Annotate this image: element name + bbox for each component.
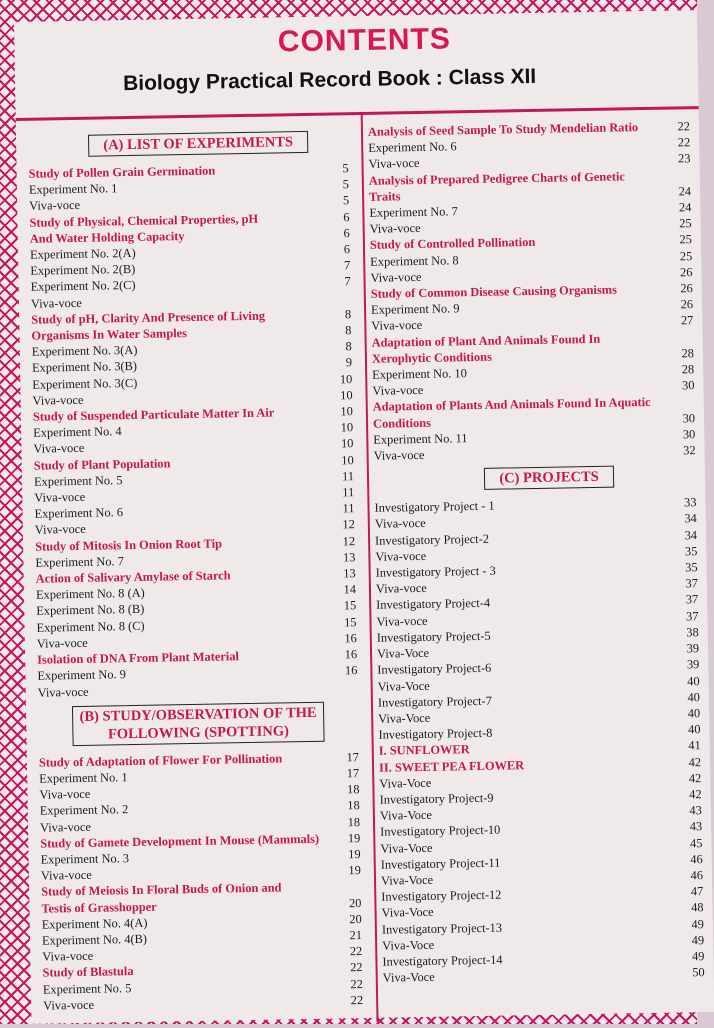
page-number: 43 bbox=[689, 803, 702, 818]
entry-text: Viva-voce bbox=[33, 441, 85, 457]
page-number: 18 bbox=[346, 782, 360, 797]
page-number: 41 bbox=[688, 738, 701, 753]
page-number: 10 bbox=[339, 371, 353, 387]
entry-text: Experiment No. 4(A) bbox=[41, 915, 148, 932]
entry-text: Experiment No. 8 (B) bbox=[36, 602, 145, 619]
page-number: 49 bbox=[691, 932, 705, 948]
entry-text: Viva-voce bbox=[34, 489, 86, 505]
entry-text: Viva-Voce bbox=[380, 872, 434, 888]
entry-text: Analysis of Prepared Pedigree Charts of Genetic bbox=[368, 168, 625, 188]
entry-text: Investigatory Project-2 bbox=[374, 531, 490, 548]
section-heading: (B) STUDY/OBSERVATION OF THE FOLLOWING (SPOTTING) bbox=[72, 701, 325, 745]
left-column bbox=[28, 124, 363, 1013]
page-number: 40 bbox=[687, 673, 700, 688]
page-number: 43 bbox=[689, 819, 703, 834]
entry-text: Xerophytic Conditions bbox=[371, 349, 492, 366]
page-number: 38 bbox=[686, 625, 699, 640]
entry-text: Experiment No. 8 bbox=[370, 252, 459, 269]
entry-text: Investigatory Project-11 bbox=[380, 855, 501, 872]
book-subtitle: Biology Practical Record Book : Class XII bbox=[122, 64, 537, 96]
entry-text: And Water Holding Capacity bbox=[29, 228, 185, 246]
page-number: 5 bbox=[342, 161, 349, 176]
page-number: 18 bbox=[347, 814, 361, 829]
entry-text: Organisms In Water Samples bbox=[31, 326, 188, 343]
entry-text: Experiment No. 4(B) bbox=[41, 931, 148, 948]
entry-text: Study of Physical, Chemical Properties, pH bbox=[29, 211, 259, 230]
entry-text: Investigatory Project-8 bbox=[378, 725, 493, 742]
entry-text: Study of Blastula bbox=[42, 964, 134, 980]
page-number: 5 bbox=[342, 177, 350, 192]
entry-text: Viva-voce bbox=[374, 516, 426, 532]
page-number: 9 bbox=[345, 355, 353, 370]
entry-text: Investigatory Project-13 bbox=[381, 920, 503, 937]
entry-text: Investigatory Project-10 bbox=[380, 822, 501, 840]
page-number: 30 bbox=[682, 410, 696, 426]
entry-text: Investigatory Project-9 bbox=[379, 790, 494, 807]
page-number: 23 bbox=[677, 151, 691, 166]
entry-text: Experiment No. 3(B) bbox=[31, 359, 138, 376]
page-number: 49 bbox=[691, 916, 704, 931]
page-number: 46 bbox=[690, 851, 703, 867]
entry-text: Viva-voce bbox=[30, 295, 82, 311]
entry-text: Experiment No. 11 bbox=[373, 431, 468, 447]
entry-text: Experiment No. 5 bbox=[42, 980, 132, 997]
entry-text: Viva-Voce bbox=[382, 969, 435, 985]
page-number: 26 bbox=[680, 297, 694, 312]
page-number: 19 bbox=[348, 863, 361, 878]
page-number: 39 bbox=[686, 657, 700, 672]
page-number: 11 bbox=[341, 468, 355, 484]
page-title: CONTENTS bbox=[277, 22, 452, 59]
entry-text: Analysis of Seed Sample To Study Mendelian Ratio bbox=[367, 120, 639, 139]
entry-text: Experiment No. 2(A) bbox=[29, 245, 136, 262]
page-number: 8 bbox=[344, 306, 352, 322]
page-number: 15 bbox=[344, 614, 357, 630]
entry-text: Study of Plant Population bbox=[33, 455, 171, 473]
entry-text: Study of Suspended Particulate Matter In Air bbox=[32, 405, 275, 424]
page-number: 5 bbox=[342, 193, 350, 208]
page-number: 25 bbox=[679, 232, 693, 247]
page-number: 18 bbox=[347, 798, 360, 813]
entry-text: Viva-voce bbox=[375, 581, 427, 597]
page-number: 10 bbox=[340, 436, 354, 451]
page-number: 22 bbox=[350, 976, 363, 991]
entry-text: Experiment No. 2(C) bbox=[30, 278, 136, 295]
page-number: 42 bbox=[689, 787, 702, 802]
page-number: 34 bbox=[684, 511, 697, 526]
page-number: 22 bbox=[349, 944, 363, 959]
page-number: 40 bbox=[687, 722, 701, 737]
entry-text: Viva-voce bbox=[39, 786, 91, 802]
entry-text: Study of Gamete Development In Mouse (Mammals) bbox=[40, 831, 320, 851]
page-number: 30 bbox=[682, 427, 696, 442]
entry-text: Study of Controlled Pollination bbox=[369, 235, 536, 253]
page-number: 16 bbox=[344, 647, 358, 662]
entry-text: Viva-Voce bbox=[382, 937, 435, 953]
page-number: 48 bbox=[691, 900, 704, 915]
entry-text: Viva-voce bbox=[369, 221, 421, 237]
page-number: 37 bbox=[685, 608, 699, 624]
page-number: 17 bbox=[346, 749, 359, 765]
entry-text: Viva-voce bbox=[37, 684, 89, 700]
right-column bbox=[368, 118, 705, 986]
page-number: 6 bbox=[343, 209, 350, 224]
entry-text: Viva-voce bbox=[372, 383, 424, 399]
page-number: 16 bbox=[344, 663, 358, 678]
entry-text: Viva-Voce bbox=[379, 807, 433, 823]
entry-text: Viva-Voce bbox=[381, 905, 434, 921]
page-number: 7 bbox=[344, 274, 351, 289]
page-number: 19 bbox=[347, 830, 361, 846]
page-number: 34 bbox=[684, 527, 698, 543]
entry-text: Viva-voce bbox=[375, 548, 427, 564]
header-divider bbox=[16, 106, 699, 121]
entry-text: Viva-Voce bbox=[378, 710, 431, 726]
entry-text: I. SUNFLOWER bbox=[378, 742, 470, 759]
page-number: 39 bbox=[686, 641, 700, 656]
entry-text: Viva-voce bbox=[34, 522, 86, 538]
page-number: 8 bbox=[345, 323, 352, 338]
entry-text: Viva-voce bbox=[39, 819, 92, 835]
page-number: 17 bbox=[346, 765, 360, 781]
page-number: 40 bbox=[687, 706, 701, 721]
page-number: 46 bbox=[690, 868, 704, 883]
entry-text: Investigatory Project - 3 bbox=[375, 563, 496, 580]
entry-text: Viva-voce bbox=[32, 392, 84, 408]
entry-text: Experiment No. 1 bbox=[39, 770, 128, 786]
page-number: 10 bbox=[340, 420, 354, 435]
entry-text: Viva-voce bbox=[29, 198, 81, 214]
entry-text: Study of pH, Clarity And Presence of Living bbox=[31, 308, 266, 327]
page-number: 22 bbox=[350, 992, 364, 1008]
page-number: 45 bbox=[689, 835, 703, 850]
page-number: 22 bbox=[677, 119, 691, 134]
entry-text: Investigatory Project-7 bbox=[377, 693, 492, 710]
page-number: 24 bbox=[678, 200, 692, 215]
entry-text: II. SWEET PEA FLOWER bbox=[378, 757, 525, 775]
page-number: 10 bbox=[340, 387, 353, 403]
page-number: 47 bbox=[690, 884, 704, 899]
entry-text: Investigatory Project-6 bbox=[377, 661, 492, 678]
entry-text: Experiment No. 10 bbox=[372, 366, 467, 382]
entry-text: Study of Common Disease Causing Organisms bbox=[370, 282, 618, 301]
entry-text: Experiment No. 3(C) bbox=[32, 375, 138, 392]
entry-text: Experiment No. 2(B) bbox=[30, 262, 136, 278]
entry-text: Investigatory Project-12 bbox=[381, 887, 502, 904]
entry-text: Action of Salivary Amylase of Starch bbox=[35, 568, 231, 586]
entry-text: Experiment No. 4 bbox=[33, 424, 122, 440]
page-number: 20 bbox=[348, 895, 362, 910]
page-number: 10 bbox=[340, 404, 353, 419]
page-number: 8 bbox=[345, 339, 352, 354]
page-number: 28 bbox=[681, 362, 695, 377]
entry-text: Experiment No. 7 bbox=[35, 554, 124, 570]
page-number: 25 bbox=[679, 248, 693, 264]
entry-text: Viva-voce bbox=[371, 318, 423, 334]
entry-text: Investigatory Project - 1 bbox=[374, 498, 495, 516]
entry-text: Viva-voce bbox=[368, 156, 420, 172]
page-number: 40 bbox=[687, 689, 701, 705]
entry-text: Viva-voce bbox=[370, 269, 422, 285]
entry-text: Experiment No. 6 bbox=[34, 505, 124, 521]
page-number: 42 bbox=[688, 754, 702, 769]
entry-text: Viva-Voce bbox=[379, 775, 432, 791]
page-number: 33 bbox=[683, 495, 697, 510]
entry-text: Study of Meiosis In Floral Buds of Onion and bbox=[41, 880, 282, 899]
entry-text: Viva-Voce bbox=[377, 678, 430, 694]
entry-text: Testis of Grasshopper bbox=[41, 899, 157, 916]
entry-text: Investigatory Project-4 bbox=[376, 596, 491, 613]
entry-text: Experiment No. 5 bbox=[33, 473, 123, 489]
entry-text: Isolation of DNA From Plant Material bbox=[37, 649, 240, 667]
page-number: 21 bbox=[349, 928, 363, 943]
entry-text: Viva-voce bbox=[376, 613, 428, 629]
page-number: 50 bbox=[692, 965, 705, 980]
page-number: 22 bbox=[350, 960, 363, 975]
entry-text: Experiment No. 1 bbox=[28, 181, 118, 197]
page-number: 11 bbox=[342, 485, 355, 500]
page-number: 14 bbox=[343, 582, 357, 597]
page-number: 27 bbox=[680, 313, 694, 328]
entry-text: Study of Mitosis In Onion Root Tip bbox=[35, 536, 223, 554]
entry-text: Viva-Voce bbox=[376, 645, 430, 661]
page-number: 13 bbox=[342, 549, 356, 565]
entry-text: Study of Adaptation of Flower For Pollination bbox=[38, 751, 283, 770]
page-number: 15 bbox=[343, 598, 357, 613]
section-heading: (C) PROJECTS bbox=[484, 466, 614, 490]
page-number: 6 bbox=[343, 242, 351, 257]
entry-text: Experiment No. 8 (A) bbox=[35, 586, 145, 602]
page-number: 28 bbox=[681, 346, 695, 361]
page-number: 35 bbox=[685, 560, 698, 575]
page-number: 26 bbox=[680, 281, 693, 296]
page-number: 37 bbox=[685, 592, 699, 607]
page-number: 12 bbox=[342, 533, 356, 549]
entry-text: Experiment No. 9 bbox=[370, 301, 460, 318]
section-heading: (A) LIST OF EXPERIMENTS bbox=[88, 131, 308, 157]
page-number: 42 bbox=[688, 770, 702, 786]
entry-text: Experiment No. 8 (C) bbox=[36, 618, 145, 635]
contents-page bbox=[14, 10, 714, 1024]
entry-text: Conditions bbox=[372, 415, 432, 431]
page-number: 49 bbox=[691, 949, 705, 964]
page-number: 26 bbox=[679, 265, 693, 280]
page-number: 25 bbox=[679, 216, 692, 231]
page-number: 30 bbox=[681, 378, 695, 393]
entry-text: Viva-voce bbox=[40, 867, 92, 883]
page-number: 16 bbox=[344, 631, 357, 646]
page-number: 11 bbox=[342, 501, 355, 516]
entry-text: Experiment No. 3(A) bbox=[31, 343, 138, 359]
entry-text: Traits bbox=[368, 189, 401, 204]
entry-text: Experiment No. 6 bbox=[368, 139, 457, 156]
page-number: 12 bbox=[342, 517, 355, 532]
page-number: 35 bbox=[684, 544, 698, 559]
page-number: 32 bbox=[683, 443, 696, 458]
entry-text: Viva-voce bbox=[373, 447, 425, 463]
page-number: 13 bbox=[343, 566, 356, 581]
entry-text: Viva-Voce bbox=[380, 840, 433, 856]
entry-text: Experiment No. 3 bbox=[40, 851, 130, 867]
page-number: 22 bbox=[677, 135, 691, 150]
page-number: 24 bbox=[678, 184, 692, 199]
entry-text: Adaptation of Plant And Animals Found In bbox=[371, 331, 601, 350]
page-number: 7 bbox=[343, 258, 351, 273]
entry-text: Investigatory Project-14 bbox=[382, 952, 503, 969]
page-number: 20 bbox=[349, 911, 362, 927]
entry-text: Adaptation of Plants And Animals Found In Aquatic bbox=[372, 395, 651, 415]
page-number: 37 bbox=[685, 576, 699, 591]
entry-text: Experiment No. 2 bbox=[39, 802, 129, 818]
entry-text: Experiment No. 7 bbox=[369, 204, 458, 220]
page-number: 6 bbox=[343, 225, 350, 241]
entry-text: Investigatory Project-5 bbox=[376, 628, 491, 645]
entry-text: Viva-voce bbox=[43, 997, 95, 1013]
page-number: 10 bbox=[341, 452, 354, 468]
entry-text: Viva-voce bbox=[36, 635, 88, 651]
entry-text: Study of Pollen Grain Germination bbox=[28, 163, 216, 181]
entry-text: Experiment No. 9 bbox=[37, 667, 126, 683]
page-number: 19 bbox=[348, 847, 361, 862]
entry-text: Viva-voce bbox=[42, 948, 94, 964]
